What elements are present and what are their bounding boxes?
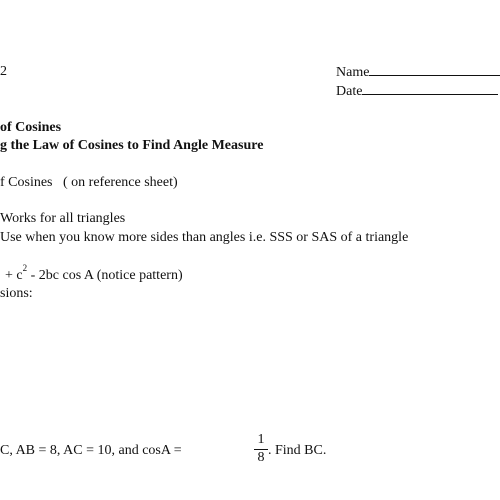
name-blank-line [369, 64, 500, 76]
formula-exponent: 2 [22, 263, 28, 274]
law-heading-text: f Cosines [0, 175, 53, 190]
formula-prefix: + c [5, 268, 23, 283]
formula-rest: - 2bc cos A (notice pattern) [27, 268, 183, 283]
date-blank-line [362, 83, 498, 95]
name-label: Name [336, 65, 370, 80]
bullet-item-2: Use when you know more sides than angles i.e. SSS or SAS of a triangle [0, 230, 409, 245]
fraction-numerator: 1 [257, 432, 265, 447]
fraction-one-eighth [254, 433, 268, 465]
bullet-item-1: Works for all triangles [0, 211, 126, 226]
page-number: 2 [0, 64, 7, 79]
problem-instruction: . Find BC. [268, 443, 327, 458]
formula-line [5, 263, 183, 284]
date-label: Date [336, 84, 363, 99]
name-field[interactable] [336, 64, 500, 81]
problem-text: C, AB = 8, AC = 10, and cosA = [0, 443, 182, 458]
date-field[interactable] [336, 83, 498, 100]
sions-label: sions: [0, 286, 33, 301]
reference-note: ( on reference sheet) [63, 175, 178, 190]
title-line-1: of Cosines [0, 120, 62, 135]
title-line-2: g the Law of Cosines to Find Angle Measure [0, 138, 264, 153]
fraction-denominator: 8 [257, 450, 265, 465]
law-heading [0, 175, 178, 191]
